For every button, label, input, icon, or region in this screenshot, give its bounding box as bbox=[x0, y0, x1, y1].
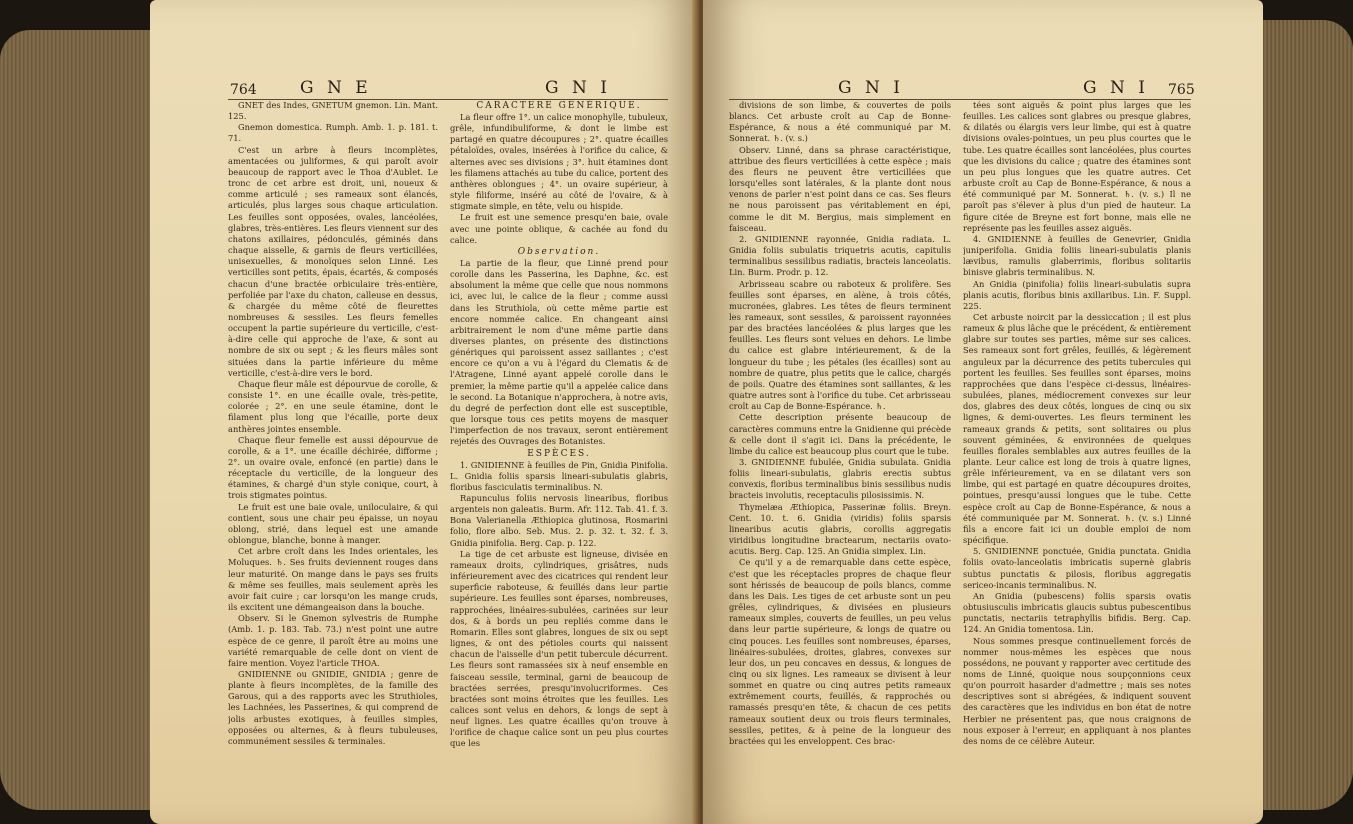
paragraph: 1. GNIDIENNE à feuilles de Pin, Gnidia Pinifolia. L. Gnidia foliis sparsis lineari-subulatis glabris, floribus fasciculatis terminalibus. N. bbox=[450, 459, 668, 492]
section-title-observation: Observation. bbox=[517, 246, 601, 257]
left-page-number: 764 bbox=[230, 82, 257, 98]
left-running-head-gne: G N E bbox=[300, 78, 372, 98]
paragraph: Le fruit est une semence presqu'en baie, ovale avec une pointe oblique, & cachée au fond du calice. bbox=[450, 212, 668, 245]
paragraph: Le fruit est une baie ovale, uniloculaire, & qui contient, sous une chair peu épaisse, un noyau oblong, strié, dans lequel est une amande oblongue, blanche, bonne à manger. bbox=[228, 501, 438, 546]
paragraph: Cet arbre croît dans les Indes orientales, les Moluques. ♄. Ses fruits deviennent rouges dans leur maturité. On mange dans le pays ses fruits & même ses feuilles, mais seulement après les avoir fait cuire ; car lorsqu'on les mange cruds, ils excitent une démangeaison dans la bouche. bbox=[228, 546, 438, 613]
section-title-caractere: CARACTERE GÉNÉRIQUE. bbox=[476, 101, 642, 111]
paragraph: Nous sommes presque continuellement forcés de nommer nous-mêmes les espèces que nous possédons, ne pouvant y rapporter avec certitude des noms de Linné, quoique nous soupçonnions ceux qu'on pourroit hasarder d'admettre ; mais ses notes descriptives sont si abrégées, & indiquent souvent des caractères que les individus en bon état de notre Herbier ne présentent pas, que nous craignons de nous exposer à l'erreur, en appliquant à nos plantes des noms de ce célèbre Auteur. bbox=[963, 635, 1191, 746]
paragraph: Cet arbuste noircit par la dessiccation ; il est plus rameux & plus lâche que le précédent, & entièrement glabre sur toutes ses parties, même sur ses calices. Ses rameaux sont fort grêles, feuillés, & légèrement anguleux par la décurrence des petits tubercules qui portent les feuilles. Ses feuilles sont éparses, moins rapprochées que dans l'espèce ci-dessus, linéaires-subulées, planes, médiocrement convexes sur leur dos, glabres des deux côtés, longues de cinq ou six lignes, & demi-ouvertes. Les fleurs terminent les rameaux grands & petits, sont solitaires ou plus souvent géminées, & environnées de quelques feuilles florales semblables aux autres feuilles de la plante. Leur calice est long de trois à quatre lignes, grêle inférieurement, va en se dilatant vers son limbe, qui est partagé en quatre découpures droites, pointues, presqu'aussi longues que le tube. Cette espèce croît au Cap de Bonne-Espérance, & nous a été communiquée par M. Sonnerat. ♄. (v. s.) Linné fils a encore fait ici un double emploi de nom spécifique. bbox=[963, 311, 1191, 546]
left-column-2 bbox=[450, 100, 668, 816]
paragraph: Observ. Linné, dans sa phrase caractéristique, attribue des fleurs verticillées à cette espèce ; mais des fleurs ne peuvent être verticillées que lorsqu'elles sont latérales, & la plante dont nous venons de parler n'est point dans ce cas. Ses fleurs ne nous paroissent pas véritablement en épi, comme le dit M. Bergius, mais simplement en faisceau. bbox=[729, 144, 951, 233]
paragraph: 4. GNIDIENNE à feuilles de Genevrier, Gnidia juniperifolia. Gnidia foliis lineari-subulatis planis lævibus, ramulis glaberrimis, floribus solitariis binisve glabris terminalibus. N. bbox=[963, 233, 1191, 278]
left-running-head-gni: G N I bbox=[545, 78, 611, 98]
paragraph: C'est un arbre à fleurs incomplètes, amentacées ou juliformes, & qui paroît avoir beaucoup de rapport avec le Thoa d'Aublet. Le tronc de cet arbre est droit, uni, noueux & comme articulé ; ses rameaux sont élancés, articulés, plus larges sous chaque articulation. Les feuilles sont opposées, ovales, lancéolées, glabres, très-entières. Les fleurs viennent sur des chatons axillaires, pédonculés, géminés dans chaque aisselle, & garnis de fleurs verticillées, unisexuelles, & monoïques selon Linné. Les verticilles sont petits, épais, écartés, & composés chacun d'une bractée orbiculaire très-entière, perfoliée par l'axe du chaton, calleuse en dessus, & chargée du même côté de fleurettes nombreuses & sessiles. Les fleurs femelles occupent la partie supérieure du verticille, c'est-à-dire celle qui approche de l'axe, & sont au nombre de six ou sept ; & les fleurs mâles sont situées dans la partie inférieure du même verticille, c'est-à-dire vers le bord. bbox=[228, 144, 438, 378]
paragraph: Thymelæa Æthiopica, Passerinæ foliis. Breyn. Cent. 10. t. 6. Gnidia (viridis) foliis sparsis linearibus acutis glabris, corollis aggregatis viridibus longitudine bractearum, nectariis ovato-acutis. Berg. Cap. 125. An Gnidia simplex. Lin. bbox=[729, 501, 951, 557]
paragraph: tées sont aiguës & point plus larges que les feuilles. Les calices sont glabres ou presque glabres, & dilatés ou élargis vers leur limbe, qui est à quatre divisions ovales-pointues, un peu plus courtes que le tube. Les quatre écailles sont lancéolées, plus courtes que les divisions du calice ; quatre des étamines sont un peu plus longues que les quatre autres. Cet arbuste croît au Cap de Bonne-Espérance, & nous a été communiqué par M. Sonnerat. ♄. (v. s.) Il ne paroît pas s'élever à plus d'un pied de hauteur. La figure citée de Breyne est fort bonne, mais elle ne représente pas les feuilles assez aiguës. bbox=[963, 100, 1191, 233]
paragraph: Rapunculus foliis nervosis linearibus, floribus argenteis non galeatis. Burm. Afr. 112. Tab. 41. f. 3. Bona Valerianella Æthiopica glutinosa, Rosmarini folio, flore albo. Seb. Mus. 2. p. 32. t. 32. f. 3. Gnidia pinifolia. Berg. Cap. p. 122. bbox=[450, 493, 668, 548]
right-running-head-gni-right: G N I bbox=[1083, 78, 1149, 98]
paragraph: Cette description présente beaucoup de caractères communs entre la Gnidienne qui précède & celle dont il s'agit ici. Dans la précédente, le limbe du calice est beaucoup plus court que le tube. bbox=[729, 412, 951, 456]
paragraph: La fleur offre 1°. un calice monophylle, tubuleux, grêle, infundibuliforme, & dont le limbe est partagé en quatre découpures ; 2°. quatre écailles pétaloïdes, ovales, insérées à l'orifice du calice, & alternes avec ses divisions ; 3°. huit étamines dont les filamens attachés au tube du calice, portent des anthères oblongues ; 4°. un ovaire supérieur, à style filiforme, inséré au côté de l'ovaire, & à stigmate simple, en tête, velu ou hispide. bbox=[450, 112, 668, 212]
paragraph: Ce qu'il y a de remarquable dans cette espèce, c'est que les réceptacles propres de chaque fleur sont hérissés de beaucoup de poils blancs, comme dans les Dais. Les tiges de cet arbuste sont un peu grêles, cylindriques, & divisées en plusieurs rameaux simples, couverts de feuilles, un peu velus dans leur partie supérieure, & longs de quatre ou cinq pouces. Les feuilles sont nombreuses, éparses, linéaires-subulées, droites, glabres, convexes sur leur dos, un peu concaves en dessus, & longues de cinq ou six lignes. Les rameaux se divisent à leur sommet en quatre ou cinq autres petits rameaux extrêmement courts, feuillés, & rapprochés ou ramassés presqu'en tête, & chacun de ces petits rameaux soutient deux ou trois fleurs terminales, sessiles, petites, & à peine de la longueur des bractées qui les enveloppent. Ces brac- bbox=[729, 557, 951, 746]
paragraph: La partie de la fleur, que Linné prend pour corolle dans les Passerina, les Daphne, &c. est absolument la même que celle que nous nommons ici, avec lui, le calice de la fleur ; comme aussi dans les Struthiola, où cette même partie est encore nommée calice. En changeant ainsi arbitrairement le nom d'une même partie dans diverses plantes, on présente des distinctions génériques qui paroissent assez saillantes ; c'est encore ce qu'on a vu à l'égard du Clematis & de l'Atragene, Linné ayant appelé corolle dans le premier, la même partie qu'il a appelée calice dans le second. La Botanique n'approchera, à notre avis, du degré de perfection dont elle est susceptible, que lorsque tous ces petits moyens de masquer l'imperfection de nos travaux, seront entièrement rejetés des Ouvrages des Botanistes. bbox=[450, 257, 668, 447]
paragraph: 2. GNIDIENNE rayonnée, Gnidia radiata. L. Gnidia foliis subulatis triquetris acutis, capitulis terminalibus sessilibus radiatis, bracteis lanceolatis. Lin. Burm. Prodr. p. 12. bbox=[729, 233, 951, 278]
right-column-2 bbox=[963, 100, 1191, 816]
paragraph: An Gnidia (pinifolia) foliis lineari-subulatis supra planis acutis, floribus binis axillaribus. Lin. F. Suppl. 225. bbox=[963, 278, 1191, 311]
paragraph: Chaque fleur femelle est aussi dépourvue de corolle, & a 1°. une écaille déchirée, difforme ; 2°. un ovaire ovale, enfoncé (en partie) dans le réceptacle du verticille, de la longueur des étamines, & chargé d'un style conique, court, à trois stigmates pointus. bbox=[228, 434, 438, 501]
paragraph: Observ. Si le Gnemon sylvestris de Rumphe (Amb. 1. p. 183. Tab. 73.) n'est point une autre espèce de ce genre, il paroît être au moins une variété remarquable de celle dont on vient de faire mention. Voyez l'article THOA. bbox=[228, 613, 438, 668]
right-page-number: 765 bbox=[1168, 82, 1195, 98]
paragraph: An Gnidia (pubescens) foliis sparsis ovatis obtusiusculis imbricatis glaucis subtus pubescentibus punctatis, nectariis tetraphyllis bifidis. Berg. Cap. 124. An Gnidia tomentosa. Lin. bbox=[963, 590, 1191, 635]
paragraph: 5. GNIDIENNE ponctuée, Gnidia punctata. Gnidia foliis ovato-lanceolatis imbricatis supernè glabris subtus punctatis & pilosis, floribus aggregatis sericeo-incanis terminalibus. N. bbox=[963, 546, 1191, 590]
right-running-head-gni-left: G N I bbox=[838, 78, 904, 98]
paragraph: GNET des Indes, GNETUM gnemon. Lin. Mant. 125. bbox=[228, 100, 438, 122]
section-title-especes: ESPÈCES. bbox=[527, 448, 591, 459]
left-column-1 bbox=[228, 100, 438, 816]
paragraph: divisions de son limbe, & couvertes de poils blancs. Cet arbuste croît au Cap de Bonne-Espérance, & nous a été communiqué par M. Sonnerat. ♄. (v. s.) bbox=[729, 100, 951, 144]
paragraph: La tige de cet arbuste est ligneuse, divisée en rameaux droits, cylindriques, grisâtres, nuds inférieurement avec des cicatrices qui rendent leur superficie raboteuse, & feuillés dans leur partie supérieure. Les feuilles sont éparses, nombreuses, rapprochées, linéaires-subulées, carinées sur leur dos, & à bords un peu repliés comme dans le Romarin. Elles sont glabres, longues de six ou sept lignes, & ont des pétioles courts qui naissent chacun de l'aisselle d'un petit tubercule décurrent. Les fleurs sont ramassées six à neuf ensemble en faisceau sessile, terminal, garni de beaucoup de bractées serrées, presqu'involucriformes. Ces bractées sont moins étroites que les feuilles. Les calices sont velus en dehors, & longs de sept à neuf lignes. Les quatre écailles qu'on trouve à l'orifice de chaque calice sont un peu plus courtes que les bbox=[450, 548, 668, 749]
paragraph: Arbrisseau scabre ou raboteux & prolifère. Ses feuilles sont éparses, en alène, à trois côtés, mucronées, glabres. Les têtes de fleurs terminent les rameaux, sont sessiles, & paroissent rayonnées par des bractées lancéolées & plus larges que les feuilles. Les fleurs sont velues en dehors. Le limbe du calice est glabre intérieurement, & de la longueur du tube ; les pétales (les écailles) sont au nombre de quatre, plus petits que le calice, chargés de poils. Quatre des étamines sont saillantes, & les quatre autres sont à l'orifice du tube. Cet arbrisseau croît au Cap de Bonne-Espérance. ♄. bbox=[729, 278, 951, 412]
paragraph: GNIDIENNE ou GNIDIE, GNIDIA ; genre de plante à fleurs incomplètes, de la famille des Garous, qui a des rapports avec les Struthioles, les Lachnées, les Passerines, & qui comprend de jolis arbustes exotiques, à feuilles simples, opposées ou alternes, & à fleurs tubuleuses, communément sessiles & terminales. bbox=[228, 668, 438, 746]
right-page bbox=[703, 0, 1263, 824]
paragraph: Gnemon domestica. Rumph. Amb. 1. p. 181. t. 71. bbox=[228, 122, 438, 144]
right-column-1 bbox=[729, 100, 951, 816]
paragraph: Chaque fleur mâle est dépourvue de corolle, & consiste 1°. en une écaille ovale, très-petite, colorée ; 2°. en une seule étamine, dont le filament plus long que l'écaille, porte deux anthères jointes ensemble. bbox=[228, 378, 438, 434]
paragraph: 3. GNIDIENNE fubulée, Gnidia subulata. Gnidia foliis lineari-subulatis, glabris erectis subtus convexis, floribus terminalibus binis sessilibus nudis bracteis involutis, receptaculis pilosissimis. N. bbox=[729, 457, 951, 501]
left-page bbox=[150, 0, 700, 824]
left-page-edges bbox=[0, 30, 150, 810]
